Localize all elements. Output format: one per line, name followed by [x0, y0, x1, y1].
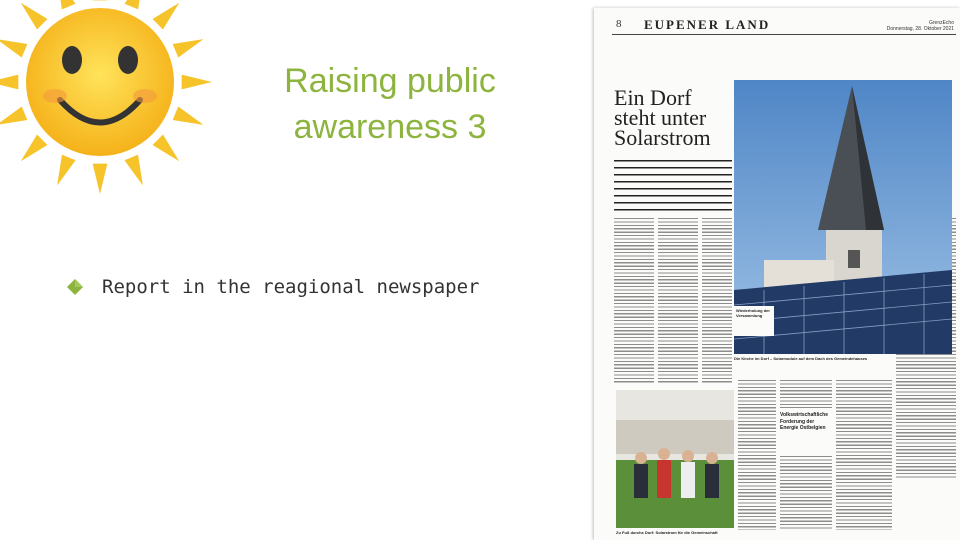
newspaper-name: EUPENER LAND — [644, 17, 771, 32]
church-photo-callout: Wiederholung der Versammlung — [736, 308, 770, 318]
sun-ray — [0, 106, 27, 124]
newspaper-column-bottom-2 — [780, 380, 832, 408]
sun-ray — [173, 39, 204, 57]
bullet-text: Report in the reagional newspaper — [102, 276, 480, 298]
sun-ray — [124, 0, 142, 9]
newspaper-page-number: 8 — [616, 18, 622, 30]
diamond-bullet-icon — [66, 278, 84, 296]
newspaper-page-image — [594, 8, 960, 540]
newspaper-masthead: GrenzEcho — [928, 20, 954, 26]
newspaper-column-3 — [702, 218, 732, 384]
sun-ray — [153, 135, 180, 162]
sun-ray — [153, 3, 180, 30]
sun-ray — [57, 155, 75, 186]
sun-ray — [0, 75, 18, 90]
church-photo-caption: Die Kirche im Dorf – Solarmodule auf dem Dach des Gemeindehauses — [734, 356, 868, 361]
newspaper-rule — [612, 34, 956, 35]
sun-ray — [124, 155, 142, 186]
newspaper-column-bottom-1 — [738, 380, 776, 530]
newspaper-date-text: Donnerstag, 28. Oktober 2021 — [886, 26, 954, 32]
people-photo — [616, 390, 734, 528]
newspaper-headline: Ein Dorf steht unter Solarstrom — [614, 85, 711, 150]
newspaper-column-1 — [614, 218, 654, 384]
newspaper-column-2 — [658, 218, 698, 384]
sun-ray — [173, 106, 204, 124]
sun-ray — [57, 0, 75, 9]
people-photo-caption: Zu Fuß durchs Dorf: Solarstrom für die Gemeinschaft — [616, 530, 718, 535]
sun-ray — [0, 39, 27, 57]
sun-ray — [21, 3, 48, 30]
newspaper-date — [887, 20, 954, 32]
bullet-item — [66, 276, 480, 298]
slide-title — [240, 58, 540, 150]
newspaper-column-bottom-3 — [780, 456, 832, 530]
sun-ray — [93, 164, 108, 194]
sun-ray — [21, 135, 48, 162]
title-line-1: Raising public — [284, 62, 496, 100]
newspaper-column-bottom-4 — [836, 380, 892, 530]
title-line-2: awareness 3 — [293, 108, 487, 146]
newspaper-subheading: Volkswirtschaftliche Forderung der Energie Ostbelgien — [780, 412, 828, 431]
sun-decoration — [0, 0, 230, 210]
sun-ray — [182, 75, 212, 90]
